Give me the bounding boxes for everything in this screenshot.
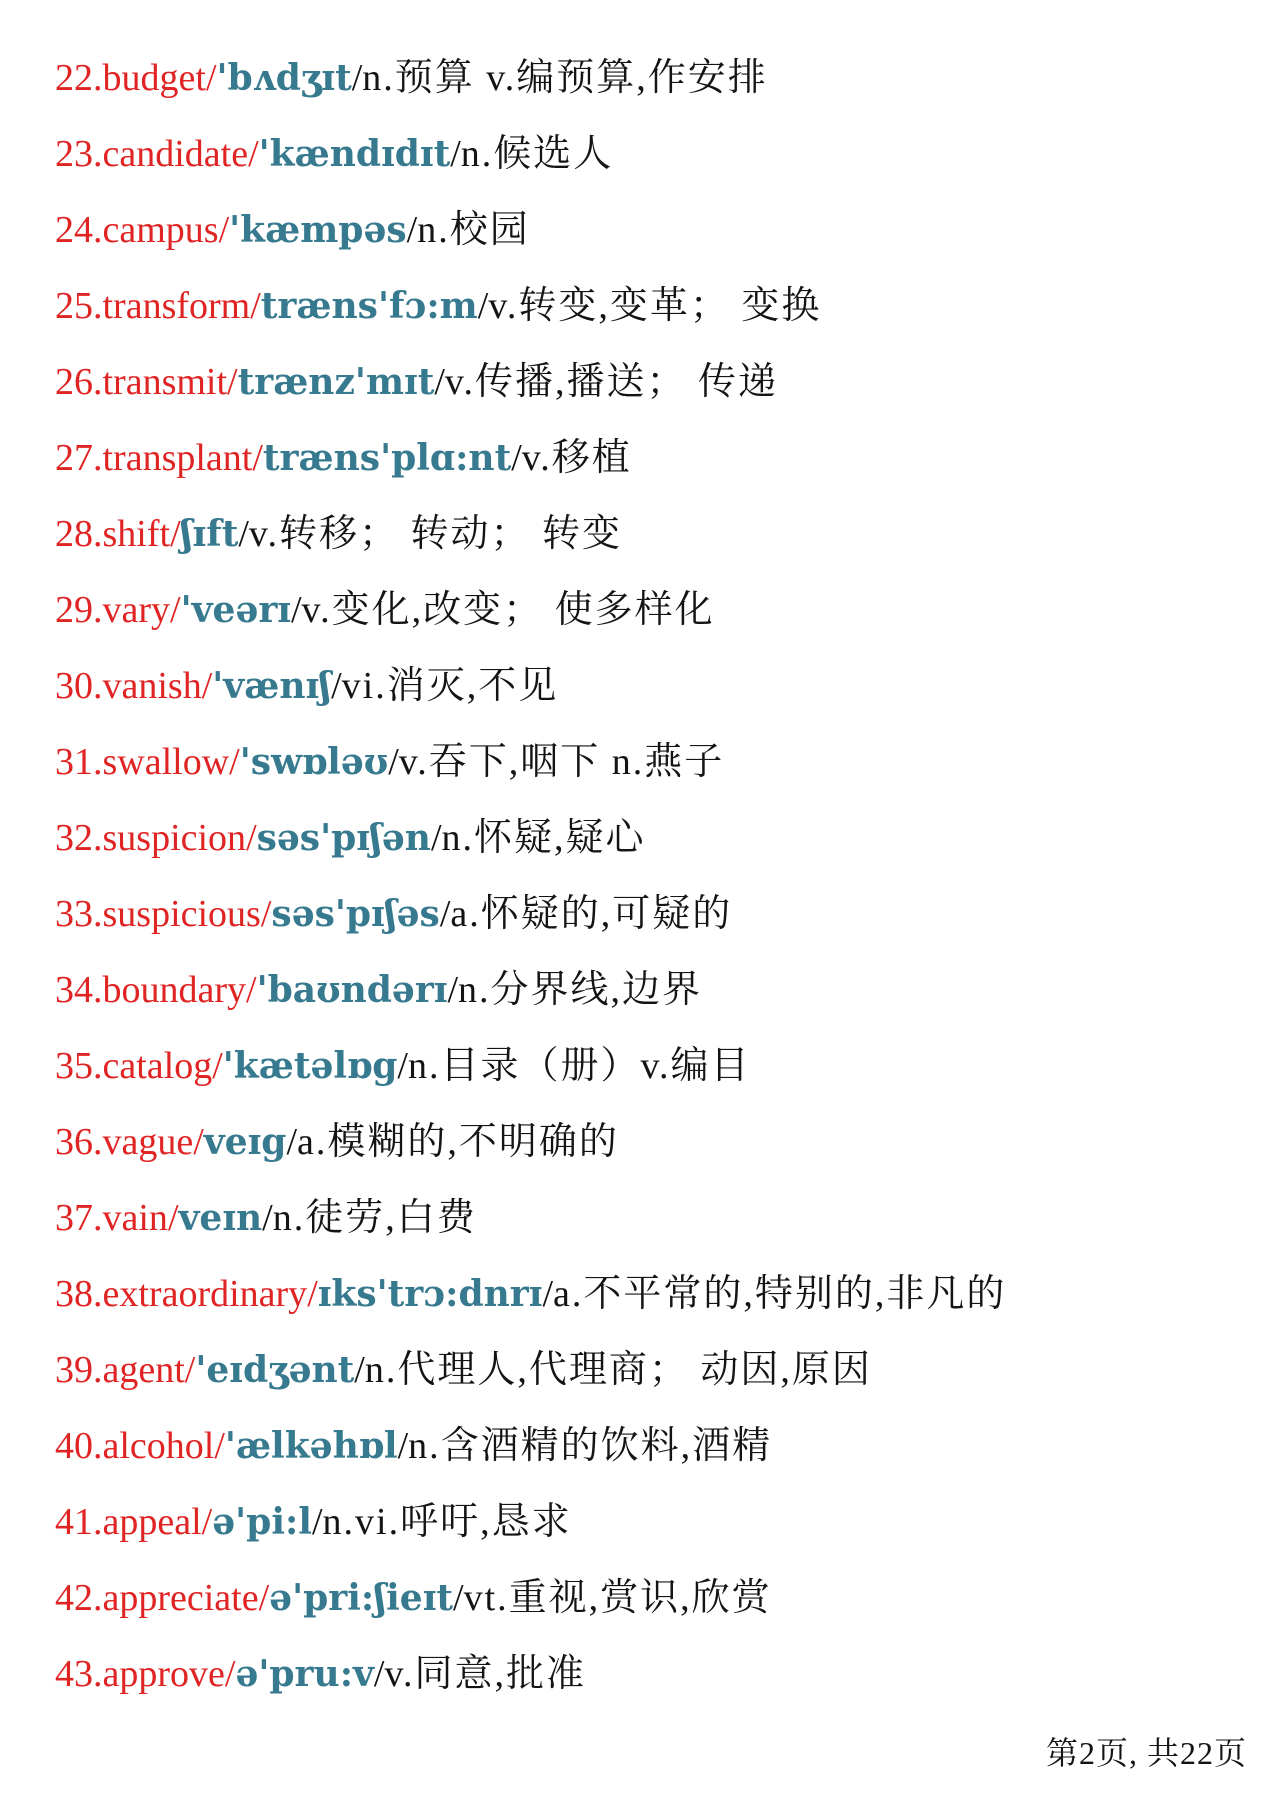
entry-word: transform (102, 285, 251, 327)
number-dot: . (93, 513, 103, 555)
vocab-entry (55, 1332, 1270, 1408)
number-dot: . (93, 893, 103, 935)
ipa-close-slash: / (351, 57, 363, 99)
vocab-entry (55, 572, 1270, 648)
ipa-open-slash: / (218, 209, 230, 251)
entry-definition: v.移植 (521, 437, 632, 479)
ipa-open-slash: / (170, 589, 181, 631)
entry-definition: v.转移； 转动； 转变 (248, 513, 622, 555)
entry-definition: v.同意,批准 (384, 1653, 587, 1695)
entry-ipa: 'ælkəhɒl (224, 1425, 398, 1467)
entry-number: 36 (55, 1121, 93, 1163)
vocab-entry (55, 1408, 1270, 1484)
entry-ipa: veɪg (203, 1121, 287, 1163)
entry-word: shift (102, 513, 171, 555)
number-dot: . (93, 437, 103, 479)
number-dot: . (93, 1501, 103, 1543)
ipa-open-slash: / (184, 1349, 196, 1391)
entry-definition: a.不平常的,特别的,非凡的 (553, 1273, 1007, 1315)
entry-number: 26 (55, 361, 93, 403)
ipa-open-slash: / (212, 1045, 223, 1087)
entry-definition: v.传播,播送； 传递 (444, 361, 778, 403)
entry-definition: v.吞下,咽下 n.燕子 (398, 741, 725, 783)
number-dot: . (93, 969, 103, 1011)
vocab-entry (55, 1560, 1270, 1636)
vocab-entry (55, 1104, 1270, 1180)
number-dot: . (93, 1653, 103, 1695)
entry-word: swallow (102, 741, 230, 783)
ipa-open-slash: / (252, 437, 263, 479)
entry-number: 24 (55, 209, 93, 251)
vocab-entry (55, 268, 1270, 344)
entry-word: extraordinary (102, 1273, 308, 1315)
entry-definition: n.vi.呼吁,恳求 (322, 1501, 572, 1543)
number-dot: . (93, 361, 103, 403)
ipa-close-slash: / (262, 1197, 273, 1239)
entry-number: 25 (55, 285, 93, 327)
entry-definition: n.校园 (417, 209, 530, 251)
entry-definition: v.转变,变革； 变换 (488, 285, 822, 327)
entry-number: 41 (55, 1501, 93, 1543)
ipa-open-slash: / (307, 1273, 318, 1315)
entry-word: vague (102, 1121, 194, 1163)
entry-definition: vi.消灭,不见 (341, 665, 559, 707)
entry-number: 28 (55, 513, 93, 555)
entry-definition: v.变化,改变； 使多样化 (301, 589, 715, 631)
entry-ipa: ə'pru:v (235, 1653, 374, 1695)
ipa-open-slash: / (201, 1501, 213, 1543)
number-dot: . (93, 1273, 103, 1315)
vocab-entry (55, 876, 1270, 952)
entry-ipa: 'vænɪʃ (212, 665, 332, 707)
entry-word: budget (102, 57, 206, 99)
ipa-open-slash: / (246, 817, 257, 859)
entry-word: appeal (102, 1501, 202, 1543)
entry-definition: n.分界线,边界 (458, 969, 703, 1011)
number-dot: . (93, 1121, 103, 1163)
vocab-entry (55, 420, 1270, 496)
vocab-entry (55, 344, 1270, 420)
number-dot: . (93, 1197, 103, 1239)
ipa-close-slash: / (511, 437, 522, 479)
ipa-close-slash: / (397, 1045, 408, 1087)
entry-ipa: ə'pi:l (212, 1501, 312, 1543)
ipa-open-slash: / (248, 133, 259, 175)
ipa-open-slash: / (170, 513, 181, 555)
entry-number: 38 (55, 1273, 93, 1315)
entry-number: 30 (55, 665, 93, 707)
vocab-entry (55, 496, 1270, 572)
vocab-entry (55, 1180, 1270, 1256)
ipa-open-slash: / (250, 285, 261, 327)
entry-word: suspicion (102, 817, 247, 859)
vocab-entry (55, 1636, 1270, 1712)
entry-ipa: 'swɒləʊ (239, 741, 389, 783)
ipa-close-slash: / (447, 969, 459, 1011)
ipa-close-slash: / (373, 1653, 385, 1695)
vocab-entry (55, 648, 1270, 724)
entry-definition: n.怀疑,疑心 (441, 817, 646, 859)
number-dot: . (93, 57, 103, 99)
ipa-open-slash: / (260, 893, 272, 935)
entry-ipa: ɪks'trɔ:dnrɪ (317, 1273, 543, 1315)
entry-ipa: 'kændɪdɪt (258, 133, 451, 175)
vocab-entry (55, 724, 1270, 800)
ipa-close-slash: / (453, 1577, 464, 1619)
entry-word: agent (102, 1349, 185, 1391)
entry-ipa: 'kætəlɒg (222, 1045, 398, 1087)
ipa-open-slash: / (246, 969, 257, 1011)
entry-number: 29 (55, 589, 93, 631)
entry-number: 42 (55, 1577, 93, 1619)
entry-word: appreciate (102, 1577, 259, 1619)
entry-number: 43 (55, 1653, 93, 1695)
entry-word: campus (102, 209, 219, 251)
ipa-open-slash: / (214, 1425, 225, 1467)
vocab-entry (55, 1484, 1270, 1560)
entry-ipa: 'eɪdʒənt (195, 1349, 355, 1391)
entry-definition: n.目录（册）v.编目 (407, 1045, 751, 1087)
ipa-close-slash: / (477, 285, 489, 327)
entry-number: 35 (55, 1045, 93, 1087)
ipa-open-slash: / (201, 665, 213, 707)
entry-word: candidate (102, 133, 249, 175)
number-dot: . (93, 1577, 103, 1619)
ipa-close-slash: / (290, 589, 302, 631)
ipa-close-slash: / (406, 209, 418, 251)
number-dot: . (93, 285, 103, 327)
entry-definition: n.预算 v.编预算,作安排 (362, 57, 768, 99)
entry-definition: a.模糊的,不明确的 (297, 1121, 619, 1163)
entry-ipa: træns'fɔ:m (260, 285, 478, 327)
ipa-open-slash: / (193, 1121, 204, 1163)
entry-ipa: səs'pɪʃən (256, 817, 431, 859)
entry-ipa: 'baʊndərɪ (256, 969, 448, 1011)
number-dot: . (93, 209, 103, 251)
entry-word: transplant (102, 437, 253, 479)
ipa-open-slash: / (205, 57, 217, 99)
vocab-entry (55, 952, 1270, 1028)
ipa-open-slash: / (229, 741, 240, 783)
ipa-close-slash: / (331, 665, 342, 707)
entry-definition: n.代理人,代理商； 动因,原因 (364, 1349, 872, 1391)
entry-definition: n.徒劳,白费 (272, 1197, 477, 1239)
number-dot: . (93, 665, 103, 707)
ipa-close-slash: / (311, 1501, 323, 1543)
entry-number: 40 (55, 1425, 93, 1467)
entry-ipa: səs'pɪʃəs (271, 893, 440, 935)
ipa-close-slash: / (434, 361, 445, 403)
entry-number: 32 (55, 817, 93, 859)
ipa-close-slash: / (238, 513, 249, 555)
ipa-close-slash: / (354, 1349, 365, 1391)
entry-ipa: ə'pri:ʃieɪt (269, 1577, 454, 1619)
entry-ipa: 'bʌdʒɪt (216, 57, 352, 99)
entry-number: 34 (55, 969, 93, 1011)
entry-word: boundary (102, 969, 247, 1011)
entry-definition: vt.重视,赏识,欣赏 (463, 1577, 772, 1619)
entry-word: vanish (102, 665, 202, 707)
entry-number: 22 (55, 57, 93, 99)
entry-number: 37 (55, 1197, 93, 1239)
entry-word: transmit (102, 361, 228, 403)
number-dot: . (93, 741, 103, 783)
vocab-entry (55, 192, 1270, 268)
entry-word: catalog (102, 1045, 213, 1087)
ipa-close-slash: / (439, 893, 451, 935)
entry-ipa: ʃɪft (180, 513, 239, 555)
entry-number: 31 (55, 741, 93, 783)
entry-number: 33 (55, 893, 93, 935)
number-dot: . (93, 817, 103, 859)
vocab-entry (55, 800, 1270, 876)
ipa-close-slash: / (397, 1425, 409, 1467)
ipa-close-slash: / (450, 133, 461, 175)
number-dot: . (93, 1349, 103, 1391)
number-dot: . (93, 133, 103, 175)
entry-word: suspicious (102, 893, 261, 935)
entry-ipa: trænz'mɪt (237, 361, 435, 403)
entry-ipa: veɪn (178, 1197, 263, 1239)
entry-number: 23 (55, 133, 93, 175)
number-dot: . (93, 589, 103, 631)
vocab-entry (55, 40, 1270, 116)
number-dot: . (93, 1045, 103, 1087)
ipa-open-slash: / (224, 1653, 236, 1695)
entry-definition: a.怀疑的,可疑的 (450, 893, 733, 935)
entry-number: 27 (55, 437, 93, 479)
ipa-open-slash: / (167, 1197, 179, 1239)
page-number: 第2页, 共22页 (1045, 1735, 1247, 1771)
vocab-entry (55, 116, 1270, 192)
number-dot: . (93, 1425, 103, 1467)
entry-definition: n.候选人 (460, 133, 614, 175)
entry-definition: n.含酒精的饮料,酒精 (408, 1425, 773, 1467)
ipa-open-slash: / (258, 1577, 270, 1619)
ipa-close-slash: / (542, 1273, 554, 1315)
entry-ipa: 'veərɪ (180, 589, 291, 631)
entry-ipa: træns'plɑ:nt (262, 437, 512, 479)
entry-word: alcohol (102, 1425, 215, 1467)
ipa-close-slash: / (430, 817, 442, 859)
entry-ipa: 'kæmpəs (229, 209, 407, 251)
entry-number: 39 (55, 1349, 93, 1391)
ipa-open-slash: / (227, 361, 238, 403)
entry-word: approve (102, 1653, 225, 1695)
vocab-entry (55, 1028, 1270, 1104)
vocab-entry (55, 1256, 1270, 1332)
ipa-close-slash: / (286, 1121, 298, 1163)
entry-word: vary (102, 589, 171, 631)
ipa-close-slash: / (388, 741, 399, 783)
entry-word: vain (102, 1197, 168, 1239)
